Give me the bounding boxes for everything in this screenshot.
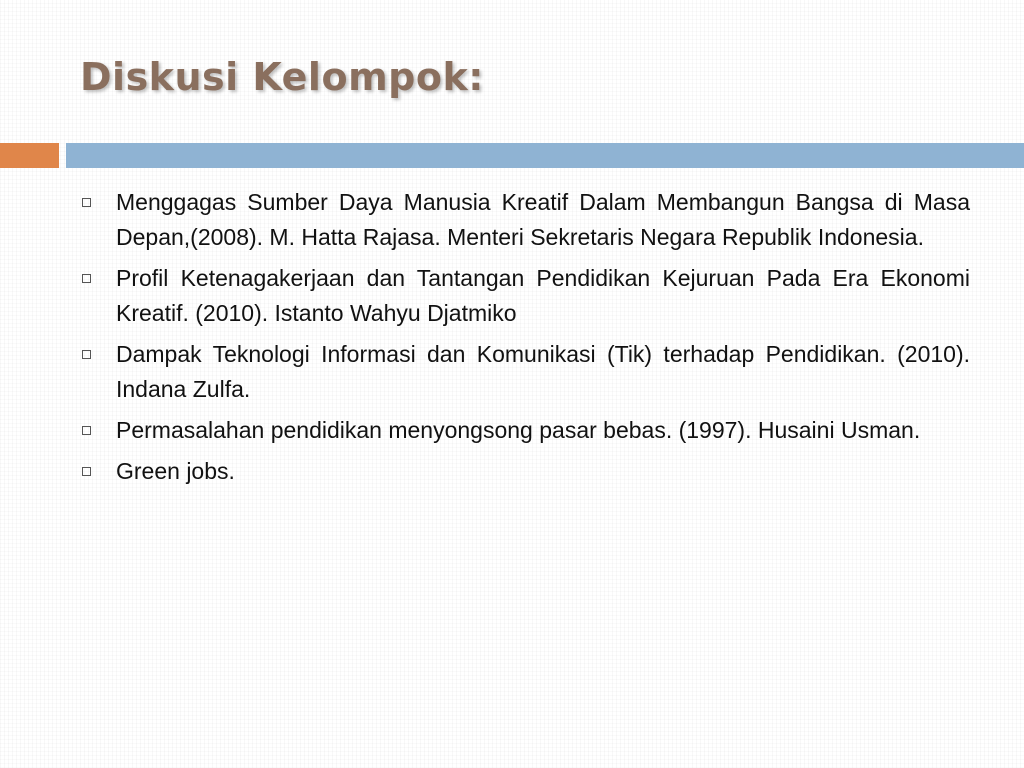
square-bullet-icon <box>82 198 91 207</box>
square-bullet-icon <box>82 274 91 283</box>
title-divider <box>0 143 1024 168</box>
square-bullet-icon <box>82 426 91 435</box>
bullet-list <box>80 185 970 495</box>
square-bullet-icon <box>82 467 91 476</box>
list-item-text: Green jobs. <box>116 458 235 484</box>
list-item-text: Menggagas Sumber Daya Manusia Kreatif Dalam Membangun Bangsa di Masa Depan,(2008). M. Hatta Rajasa. Menteri Sekretaris Negara Republik Indonesia. <box>116 189 970 250</box>
list-item <box>80 185 970 255</box>
list-item <box>80 261 970 331</box>
slide-title: Diskusi Kelompok: <box>80 55 484 99</box>
divider-main-bar <box>66 143 1024 168</box>
list-item <box>80 337 970 407</box>
list-item <box>80 413 970 448</box>
list-item-text: Permasalahan pendidikan menyongsong pasar bebas. (1997). Husaini Usman. <box>116 417 921 443</box>
list-item-text: Profil Ketenagakerjaan dan Tantangan Pendidikan Kejuruan Pada Era Ekonomi Kreatif. (2010). Istanto Wahyu Djatmiko <box>116 265 970 326</box>
list-item-text: Dampak Teknologi Informasi dan Komunikasi (Tik) terhadap Pendidikan. (2010). Indana Zulfa. <box>116 341 970 402</box>
divider-accent-bar <box>0 143 59 168</box>
list-item <box>80 454 970 489</box>
square-bullet-icon <box>82 350 91 359</box>
